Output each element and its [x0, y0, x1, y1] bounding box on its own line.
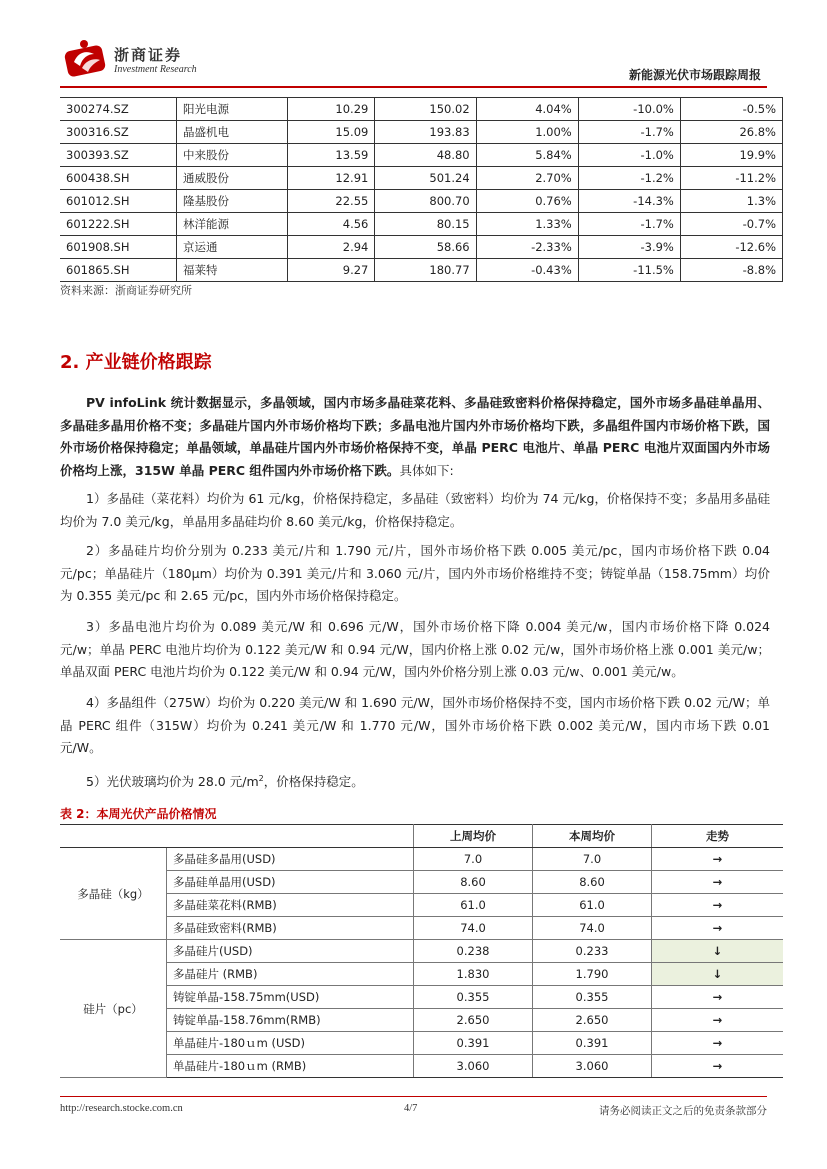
table-row	[60, 986, 783, 1009]
last-week-price-cell: 0.238	[414, 940, 533, 963]
stock-value-cell: 4.56	[288, 213, 375, 236]
stock-value-cell: 15.09	[288, 121, 375, 144]
last-week-price-cell: 3.060	[414, 1055, 533, 1078]
product-name-cell: 单晶硅片-180ｕm (RMB)	[167, 1055, 414, 1078]
product-name-cell: 多晶硅致密料(RMB)	[167, 917, 414, 940]
stock-value-cell: -10.0%	[578, 98, 680, 121]
this-week-price-cell: 1.790	[533, 963, 652, 986]
last-week-price-cell: 0.355	[414, 986, 533, 1009]
price-table-header	[60, 825, 783, 848]
paragraph-wafer: 2）多晶硅片均价分别为 0.233 美元/片和 1.790 元/片，国外市场价格下跌 0.005 美元/pc，国内市场价格下跌 0.04 元/pc；单晶硅片（180μm）均价为 0.391 美元/片和 3.060 元/片，国内外市场价格维持不变；铸锭单晶（158.75mm）均价为 0.355 美元/pc 和 2.65 元/pc，国内外市场价格保持稳定。	[60, 543, 770, 603]
paragraph-glass-tail: ，价格保持稳定。	[263, 774, 364, 790]
table-row	[60, 144, 783, 167]
stock-value-cell: 193.83	[375, 121, 476, 144]
lead-paragraph-bold: PV infoLink 统计数据显示，多晶领域，国内市场多晶硅菜花料、多晶硅致密料价格保持稳定，国外市场多晶硅单晶用、多晶硅多晶用价格不变；多晶硅片国内外市场价格均下跌；多晶电池片国内外市场价格均下跌，多晶组件国内市场价格下跌，国外市场价格保持稳定；单晶领域，单晶硅片国内外市场价格保持不变，单晶 PERC 电池片、单晶 PERC 电池片双面国内外市场价格均上涨，315W 单晶 PERC 组件国内外市场价格下跌。	[60, 395, 770, 478]
table-row	[60, 98, 783, 121]
stock-code-cell: 601865.SH	[60, 259, 177, 282]
stock-value-cell: 26.8%	[680, 121, 782, 144]
product-name-cell: 多晶硅菜花料(RMB)	[167, 894, 414, 917]
table-row	[60, 213, 783, 236]
price-table-caption: 表 2：本周光伏产品价格情况	[60, 807, 217, 821]
stock-value-cell: -1.7%	[578, 213, 680, 236]
stock-value-cell: 1.33%	[476, 213, 578, 236]
stock-code-cell: 601222.SH	[60, 213, 177, 236]
paragraph-glass	[60, 768, 770, 794]
table-row	[60, 1055, 783, 1078]
stock-value-cell: 13.59	[288, 144, 375, 167]
stock-value-cell: -11.2%	[680, 167, 782, 190]
stock-value-cell: 1.00%	[476, 121, 578, 144]
stock-value-cell: 1.3%	[680, 190, 782, 213]
product-name-cell: 铸锭单晶-158.76mm(RMB)	[167, 1009, 414, 1032]
last-week-price-cell: 2.650	[414, 1009, 533, 1032]
lead-paragraph	[60, 392, 770, 482]
header-this-week: 本周均价	[533, 825, 652, 848]
trend-down-icon: ↓	[652, 940, 784, 963]
this-week-price-cell: 0.391	[533, 1032, 652, 1055]
product-name-cell: 单晶硅片-180ｕm (USD)	[167, 1032, 414, 1055]
trend-flat-icon: →	[652, 871, 784, 894]
stock-value-cell: 58.66	[375, 236, 476, 259]
paragraph-polysilicon: 1）多晶硅（菜花料）均价为 61 元/kg，价格保持稳定，多晶硅（致密料）均价为 74 元/kg，价格保持不变；多晶用多晶硅均价为 7.0 美元/kg，单晶用多晶硅均价 8.60 美元/kg，价格保持稳定。	[60, 491, 770, 529]
table-row	[60, 848, 783, 871]
page-number: 4/7	[404, 1103, 418, 1114]
stock-value-cell: 0.76%	[476, 190, 578, 213]
stock-value-cell: 150.02	[375, 98, 476, 121]
table-row	[60, 190, 783, 213]
stock-value-cell: 9.27	[288, 259, 375, 282]
stock-value-cell: 2.94	[288, 236, 375, 259]
stock-value-cell: 2.70%	[476, 167, 578, 190]
stock-value-cell: -1.7%	[578, 121, 680, 144]
stock-value-cell: 12.91	[288, 167, 375, 190]
stock-code-cell: 600438.SH	[60, 167, 177, 190]
header-last-week: 上周均价	[414, 825, 533, 848]
report-title: 新能源光伏市场跟踪周报	[628, 68, 761, 82]
stock-value-cell: 4.04%	[476, 98, 578, 121]
table-row	[60, 871, 783, 894]
stock-value-cell: -3.9%	[578, 236, 680, 259]
table-row	[60, 167, 783, 190]
stock-value-cell: 80.15	[375, 213, 476, 236]
stock-value-cell: -14.3%	[578, 190, 680, 213]
this-week-price-cell: 0.355	[533, 986, 652, 1009]
stock-table	[60, 97, 783, 282]
stock-value-cell: -0.43%	[476, 259, 578, 282]
last-week-price-cell: 1.830	[414, 963, 533, 986]
stock-value-cell: -2.33%	[476, 236, 578, 259]
lead-paragraph-suffix: 具体如下:	[399, 462, 454, 478]
trend-flat-icon: →	[652, 894, 784, 917]
stock-value-cell: 10.29	[288, 98, 375, 121]
paragraph-glass-sup: 2	[258, 774, 264, 783]
paragraph-glass-text: 5）光伏玻璃均价为 28.0 元/m	[86, 774, 259, 790]
paragraph-cell: 3）多晶电池片均价为 0.089 美元/W 和 0.696 元/W，国外市场价格下降 0.004 美元/w，国内市场价格下降 0.024 元/w；单晶 PERC 电池片均价为 0.122 美元/W 和 0.94 元/W，国内价格上涨 0.02 元/w，国外市场价格上涨 0.001 美元/w；单晶双面 PERC 电池片均价为 0.122 美元/W 和 0.94 元/W，国内外价格分别上涨 0.03 元/w、0.001 美元/w。	[60, 619, 770, 679]
table-row	[60, 236, 783, 259]
stock-value-cell: 800.70	[375, 190, 476, 213]
section-title: 2. 产业链价格跟踪	[60, 352, 212, 373]
stock-value-cell: 501.24	[375, 167, 476, 190]
stock-value-cell: -1.2%	[578, 167, 680, 190]
last-week-price-cell: 74.0	[414, 917, 533, 940]
stock-value-cell: -1.0%	[578, 144, 680, 167]
table-row	[60, 1032, 783, 1055]
this-week-price-cell: 74.0	[533, 917, 652, 940]
stock-code-cell: 300393.SZ	[60, 144, 177, 167]
stock-value-cell: 5.84%	[476, 144, 578, 167]
table-row	[60, 1009, 783, 1032]
trend-flat-icon: →	[652, 1009, 784, 1032]
stock-name-cell: 林洋能源	[177, 213, 288, 236]
table-row	[60, 121, 783, 144]
stock-value-cell: 22.55	[288, 190, 375, 213]
table-row	[60, 894, 783, 917]
last-week-price-cell: 7.0	[414, 848, 533, 871]
table-row	[60, 963, 783, 986]
company-name-cn: 浙商证券	[114, 46, 183, 64]
stock-name-cell: 晶盛机电	[177, 121, 288, 144]
group-label: 多晶硅（kg）	[60, 848, 167, 940]
product-name-cell: 多晶硅片(USD)	[167, 940, 414, 963]
stock-name-cell: 京运通	[177, 236, 288, 259]
last-week-price-cell: 8.60	[414, 871, 533, 894]
stock-name-cell: 中来股份	[177, 144, 288, 167]
this-week-price-cell: 2.650	[533, 1009, 652, 1032]
stock-code-cell: 300316.SZ	[60, 121, 177, 144]
table-row	[60, 917, 783, 940]
table-source: 资料来源：浙商证券研究所	[60, 284, 192, 297]
stock-code-cell: 601908.SH	[60, 236, 177, 259]
stock-value-cell: 19.9%	[680, 144, 782, 167]
trend-flat-icon: →	[652, 1055, 784, 1078]
trend-flat-icon: →	[652, 848, 784, 871]
stock-value-cell: -8.8%	[680, 259, 782, 282]
trend-flat-icon: →	[652, 1032, 784, 1055]
trend-down-icon: ↓	[652, 963, 784, 986]
header-divider	[60, 86, 767, 88]
stock-name-cell: 通威股份	[177, 167, 288, 190]
trend-flat-icon: →	[652, 986, 784, 1009]
paragraph-module: 4）多晶组件（275W）均价为 0.220 美元/W 和 1.690 元/W，国外市场价格保持不变，国内市场价格下跌 0.02 元/W；单晶 PERC 组件（315W）均价为 0.241 美元/W 和 1.770 元/W，国外市场价格下跌 0.002 美元/W，国内市场下跌 0.01 元/W。	[60, 695, 770, 755]
footer-url[interactable]: http://research.stocke.com.cn	[60, 1103, 183, 1114]
stock-value-cell: -11.5%	[578, 259, 680, 282]
stock-code-cell: 601012.SH	[60, 190, 177, 213]
stock-name-cell: 阳光电源	[177, 98, 288, 121]
trend-flat-icon: →	[652, 917, 784, 940]
stock-value-cell: -12.6%	[680, 236, 782, 259]
footer-divider	[60, 1096, 767, 1097]
last-week-price-cell: 0.391	[414, 1032, 533, 1055]
stock-name-cell: 隆基股份	[177, 190, 288, 213]
stock-value-cell: 48.80	[375, 144, 476, 167]
this-week-price-cell: 61.0	[533, 894, 652, 917]
company-logo-icon	[64, 38, 110, 78]
product-name-cell: 铸锭单晶-158.75mm(USD)	[167, 986, 414, 1009]
product-name-cell: 多晶硅单晶用(USD)	[167, 871, 414, 894]
header-trend: 走势	[652, 825, 784, 848]
stock-value-cell: -0.5%	[680, 98, 782, 121]
stock-value-cell: 180.77	[375, 259, 476, 282]
product-name-cell: 多晶硅多晶用(USD)	[167, 848, 414, 871]
this-week-price-cell: 0.233	[533, 940, 652, 963]
company-name-en: Investment Research	[114, 64, 197, 75]
group-label: 硅片（pc）	[60, 940, 167, 1078]
page-header	[0, 0, 827, 92]
table-row	[60, 940, 783, 963]
this-week-price-cell: 7.0	[533, 848, 652, 871]
price-table	[60, 824, 783, 1078]
stock-code-cell: 300274.SZ	[60, 98, 177, 121]
this-week-price-cell: 8.60	[533, 871, 652, 894]
stock-value-cell: -0.7%	[680, 213, 782, 236]
product-name-cell: 多晶硅片 (RMB)	[167, 963, 414, 986]
footer-disclaimer: 请务必阅读正文之后的免责条款部分	[599, 1105, 767, 1117]
header-blank-cell	[60, 825, 414, 848]
stock-name-cell: 福莱特	[177, 259, 288, 282]
last-week-price-cell: 61.0	[414, 894, 533, 917]
table-row	[60, 259, 783, 282]
this-week-price-cell: 3.060	[533, 1055, 652, 1078]
